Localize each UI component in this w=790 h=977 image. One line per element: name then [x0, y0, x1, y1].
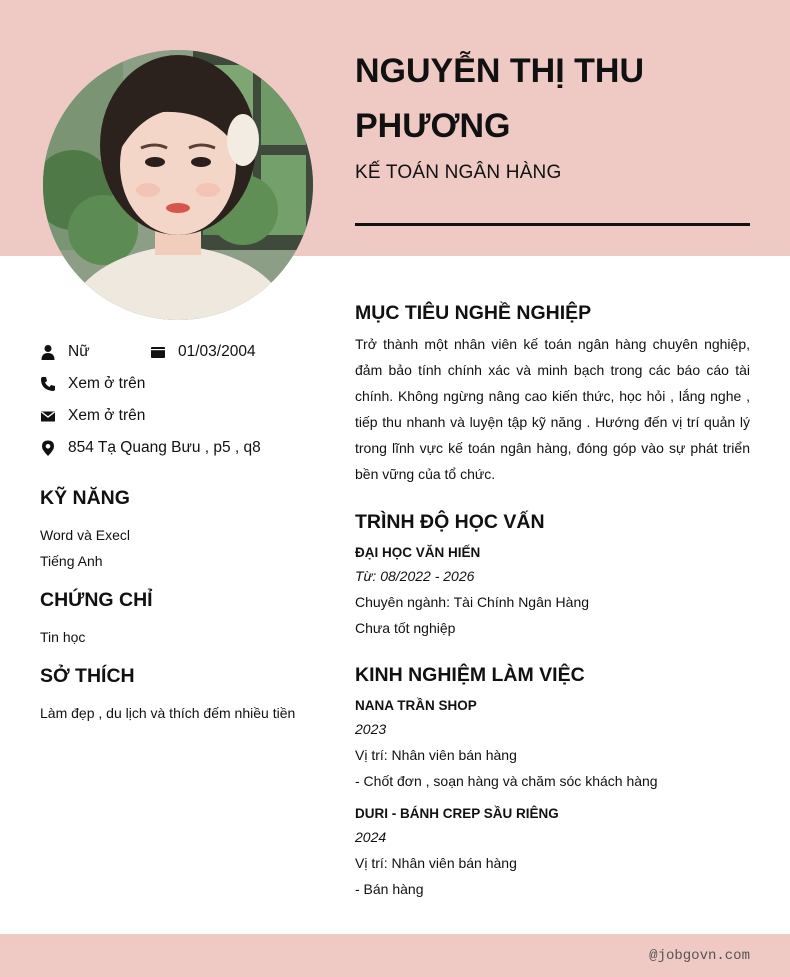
job-title: KẾ TOÁN NGÂN HÀNG	[355, 162, 562, 183]
hobbies-section	[40, 665, 320, 726]
certificates-heading: CHỨNG CHỈ	[40, 589, 153, 611]
education-heading: TRÌNH ĐỘ HỌC VẤN	[355, 511, 545, 533]
experience-section	[355, 664, 750, 902]
email-value: Xem ở trên	[68, 407, 146, 424]
objective-section	[355, 302, 750, 487]
objective-heading: MỤC TIÊU NGHỀ NGHIỆP	[355, 302, 592, 324]
education-status: Chưa tốt nghiệp	[355, 620, 456, 636]
address-value: 854 Tạ Quang Bưu , p5 , q8	[68, 439, 261, 456]
job-position: Vị trí: Nhân viên bán hàng	[355, 855, 517, 871]
education-section	[355, 511, 750, 641]
experience-heading: KINH NGHIỆM LÀM VIỆC	[355, 664, 585, 686]
job-year: 2024	[355, 829, 387, 845]
school-name: ĐẠI HỌC VĂN HIẾN	[355, 545, 481, 560]
job-position: Vị trí: Nhân viên bán hàng	[355, 747, 517, 763]
education-major: Chuyên ngành: Tài Chính Ngân Hàng	[355, 594, 590, 610]
location-pin-icon	[40, 440, 56, 456]
job-duty: - Bán hàng	[355, 881, 424, 897]
phone-icon	[40, 376, 56, 392]
job-duty: - Chốt đơn , soạn hàng và chăm sóc khách hàng	[355, 773, 658, 789]
skill-item: Tiếng Anh	[40, 553, 103, 569]
education-period: Từ: 08/2022 - 2026	[355, 568, 475, 584]
title-divider	[355, 223, 750, 226]
phone-value: Xem ở trên	[68, 375, 146, 392]
job-entry	[355, 695, 750, 794]
phone-row	[40, 375, 145, 393]
email-row	[40, 407, 145, 425]
birthdate-row	[150, 343, 256, 361]
birthdate-value: 01/03/2004	[178, 343, 256, 360]
skills-heading: KỸ NĂNG	[40, 487, 130, 509]
gender-row	[40, 343, 90, 361]
calendar-icon	[150, 344, 166, 360]
address-row	[40, 439, 261, 457]
job-company: NANA TRẦN SHOP	[355, 698, 477, 713]
job-company: DURI - BÁNH CREP SẦU RIÊNG	[355, 806, 559, 821]
gender-value: Nữ	[68, 343, 90, 360]
candidate-name: NGUYỄN THỊ THU PHƯƠNG	[355, 52, 644, 145]
certificate-item: Tin học	[40, 629, 86, 645]
skill-item: Word và Execl	[40, 527, 130, 543]
profile-photo	[43, 50, 313, 320]
job-entry	[355, 803, 750, 902]
profile-photo-illustration	[43, 50, 313, 320]
job-year: 2023	[355, 721, 387, 737]
skills-section	[40, 487, 320, 574]
hobbies-heading: SỞ THÍCH	[40, 665, 135, 687]
mail-icon	[40, 408, 56, 424]
objective-text: Trở thành một nhân viên kế toán ngân hàng chuyên nghiệp, đảm bảo tính chính xác và minh bạch trong các báo cáo tài chính. Không ngừng nâng cao kiến thức, học hỏi , lắng nghe , tiếp thu nhanh và luyện tập kỹ năng . Hướng đến vị trí quản lý trong lĩnh vực kế toán ngân hàng, đóng góp vào sự phát triển bền vững của tổ chức.	[355, 336, 750, 482]
hobby-item: Làm đẹp , du lịch và thích đếm nhiều tiền	[40, 705, 296, 721]
certificates-section	[40, 589, 320, 650]
person-icon	[40, 344, 56, 360]
watermark: @jobgovn.com	[649, 948, 750, 964]
